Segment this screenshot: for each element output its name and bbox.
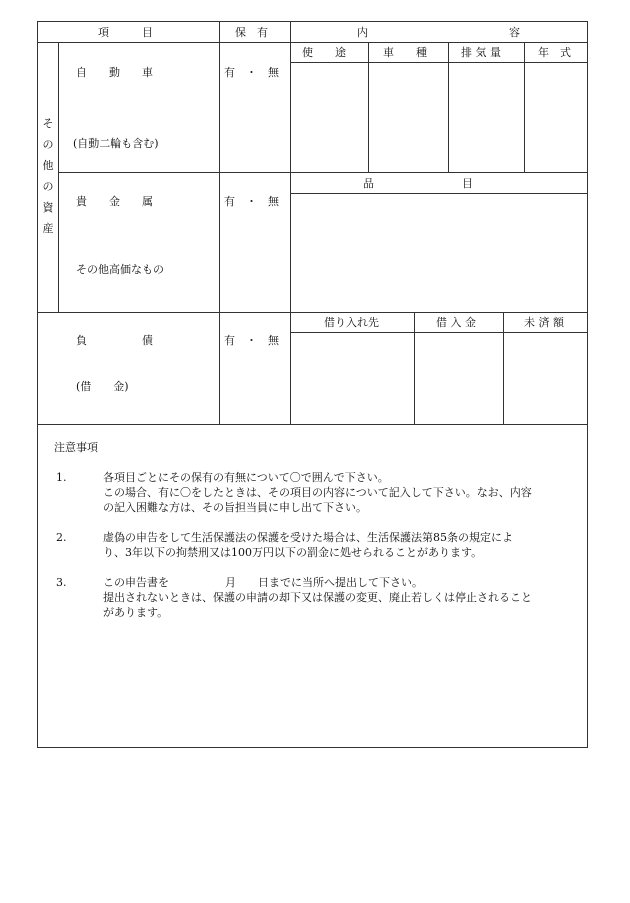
side-label-char: の xyxy=(42,138,54,151)
side-label-char: 資 xyxy=(42,201,54,214)
note-line: の記入困難な方は、その旨担当員に申し出て下さい。 xyxy=(103,501,367,514)
header-content-right: 容 xyxy=(509,26,520,39)
item-holding-divider xyxy=(219,22,220,424)
note-line xyxy=(89,575,574,590)
table-bottom-line xyxy=(38,424,587,425)
side-label-char: 他 xyxy=(42,159,54,172)
note-number: 1. xyxy=(56,471,67,484)
debt-holding-choice[interactable]: 有 ・ 無 xyxy=(224,334,279,347)
submit-by-prefix: この申告書を xyxy=(103,576,169,589)
debt-amount-input[interactable] xyxy=(415,333,503,424)
asset-declaration-form xyxy=(37,21,588,748)
car-sublabel: (自動二輪も含む) xyxy=(73,137,159,150)
header-content-left: 内 xyxy=(357,26,368,39)
side-label-char: そ xyxy=(42,117,54,130)
car-holding-choice[interactable]: 有 ・ 無 xyxy=(224,66,279,79)
debt-remaining-input[interactable] xyxy=(504,333,587,424)
metals-sublabel: その他高価なもの xyxy=(76,263,164,276)
note-number: 2. xyxy=(56,531,67,544)
notes-title: 注意事項 xyxy=(54,441,98,454)
note-line: 各項目ごとにその保有の有無について〇で囲んで下さい。 xyxy=(103,471,389,484)
metals-holding-choice[interactable]: 有 ・ 無 xyxy=(224,195,279,208)
note-line: 虚偽の申告をして生活保護法の保護を受けた場合は、生活保護法第85条の規定によ xyxy=(103,531,513,544)
debt-lender-input[interactable] xyxy=(291,333,414,424)
header-item: 項 目 xyxy=(98,26,153,39)
metals-item-input[interactable] xyxy=(291,194,587,312)
note-item-2 xyxy=(54,530,574,560)
debt-sublabel: (借 金) xyxy=(76,380,129,393)
note-line: この場合、有に〇をしたときは、その項目の内容について記入して下さい。なお、内容 xyxy=(103,486,532,499)
car-col-displacement: 排 気 量 xyxy=(461,46,501,59)
debt-col-remaining: 未 済 額 xyxy=(524,316,564,329)
side-label-divider xyxy=(58,42,59,312)
car-purpose-input[interactable] xyxy=(291,63,368,172)
note-item-1 xyxy=(54,470,574,515)
car-year-input[interactable] xyxy=(525,63,587,172)
metals-label: 貴 金 属 xyxy=(76,195,153,208)
note-line: 提出されないときは、保護の申請の却下又は保護の変更、廃止若しくは停止されること xyxy=(103,591,532,604)
metals-col-item: 品 目 xyxy=(363,177,473,190)
note-number: 3. xyxy=(56,576,67,589)
note-line: り、3年以下の拘禁刑又は100万円以下の罰金に処せられることがあります。 xyxy=(103,546,483,559)
car-label: 自 動 車 xyxy=(76,66,153,79)
header-bottom-line xyxy=(38,42,587,43)
side-label-char: 産 xyxy=(42,222,54,235)
car-displacement-input[interactable] xyxy=(449,63,524,172)
other-assets-side-label xyxy=(41,118,55,244)
car-col-model: 車 種 xyxy=(383,46,427,59)
debt-col-lender: 借り入れ先 xyxy=(324,316,379,329)
note-item-3 xyxy=(54,575,574,620)
car-col-year: 年 式 xyxy=(538,46,571,59)
car-model-input[interactable] xyxy=(369,63,448,172)
notes-section xyxy=(54,440,574,635)
side-label-char: の xyxy=(42,180,54,193)
month-label: 月 xyxy=(225,576,236,589)
assets-bottom-line xyxy=(38,312,587,313)
debt-col-amount: 借 入 金 xyxy=(436,316,476,329)
submit-by-suffix: 日までに当所へ提出して下さい。 xyxy=(258,576,423,589)
car-col-purpose: 使 途 xyxy=(302,46,346,59)
note-line: があります。 xyxy=(103,606,169,619)
debt-label: 負 債 xyxy=(76,334,153,347)
header-holding: 保 有 xyxy=(235,26,268,39)
car-row-bottom-line xyxy=(58,172,587,173)
